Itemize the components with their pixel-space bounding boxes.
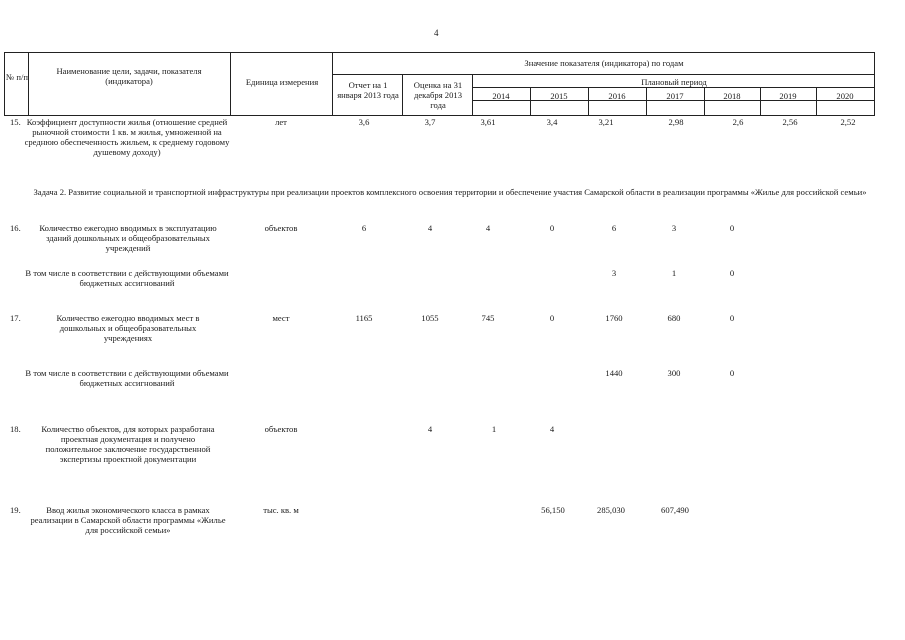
- row-name: Ввод жилья экономического класса в рамках реализации в Самарской области программы «Жилье для российской семьи»: [30, 505, 226, 535]
- row-value: 4: [427, 223, 433, 233]
- row-value: 680: [667, 313, 681, 323]
- row-value: 3,4: [546, 117, 558, 127]
- header-year-2017: 2017: [666, 91, 684, 101]
- header-year-2019: 2019: [779, 91, 797, 101]
- row-value: 3,6: [358, 117, 370, 127]
- header-unit: Единица измерения: [245, 77, 319, 87]
- row-value: 0: [549, 313, 555, 323]
- row-value: 1440: [605, 368, 623, 378]
- row-value: 1: [671, 268, 677, 278]
- table-header: [4, 52, 875, 116]
- header-year-2016: 2016: [608, 91, 626, 101]
- row-value: 56,150: [541, 505, 565, 515]
- row-unit: объектов: [264, 223, 298, 233]
- header-name: Наименование цели, задачи, показателя (индикатора): [56, 66, 202, 86]
- row-value: 607,490: [661, 505, 689, 515]
- row-value: 3: [611, 268, 617, 278]
- row-unit: тыс. кв. м: [263, 505, 299, 515]
- row-name: В том числе в соответствии с действующими объемами бюджетных ассигнований: [25, 268, 229, 288]
- header-num: № п/п: [6, 72, 28, 82]
- row-value: 4: [485, 223, 491, 233]
- header-report: Отчет на 1 января 2013 года: [337, 80, 399, 100]
- row-value: 2,98: [668, 117, 684, 127]
- row-value: 1165: [355, 313, 373, 323]
- row-num: 15.: [10, 117, 21, 127]
- row-value: 745: [481, 313, 495, 323]
- row-num: 16.: [10, 223, 21, 233]
- row-value: 0: [729, 268, 735, 278]
- row-value: 0: [729, 313, 735, 323]
- row-value: 4: [549, 424, 555, 434]
- header-estimate: Оценка на 31 декабря 2013 года: [413, 80, 463, 110]
- row-value: 2,52: [840, 117, 856, 127]
- row-value: 3,21: [598, 117, 614, 127]
- task-heading: Задача 2. Развитие социальной и транспортной инфраструктуры при реализации проектов комплексного освоения территории и обеспечение участия Самарской области в реализации программы «Жилье для российской семьи»: [33, 187, 867, 197]
- row-value: 3,7: [424, 117, 436, 127]
- row-name: Количество объектов, для которых разработана проектная документация и получено положительное заключение государственной экспертизы проектной документации: [41, 424, 215, 464]
- row-value: 0: [729, 368, 735, 378]
- row-value: 4: [427, 424, 433, 434]
- header-year-2014: 2014: [492, 91, 510, 101]
- row-value: 1055: [421, 313, 439, 323]
- row-unit: мест: [272, 313, 290, 323]
- row-value: 2,6: [732, 117, 744, 127]
- row-value: 285,030: [597, 505, 625, 515]
- row-value: 3: [671, 223, 677, 233]
- row-value: 6: [361, 223, 367, 233]
- row-value: 300: [667, 368, 681, 378]
- row-name: Коэффициент доступности жилья (отношение средней рыночной стоимости 1 кв. м жилья, умноженной на среднюю обеспеченность жильем, к среднему годовому душевому доходу): [24, 117, 230, 157]
- row-value: 6: [611, 223, 617, 233]
- header-year-2020: 2020: [836, 91, 854, 101]
- row-name: Количество ежегодно вводимых мест в дошкольных и общеобразовательных учреждениях: [56, 313, 200, 343]
- row-value: 0: [729, 223, 735, 233]
- header-year-2015: 2015: [550, 91, 568, 101]
- row-name: Количество ежегодно вводимых в эксплуатацию зданий дошкольных и общеобразовательных учреждений: [39, 223, 217, 253]
- header-values-title: Значение показателя (индикатора) по годам: [524, 58, 684, 68]
- row-num: 17.: [10, 313, 21, 323]
- row-value: 1: [491, 424, 497, 434]
- row-value: 3,61: [480, 117, 496, 127]
- row-num: 18.: [10, 424, 21, 434]
- row-unit: объектов: [264, 424, 298, 434]
- row-value: 2,56: [782, 117, 798, 127]
- row-num: 19.: [10, 505, 21, 515]
- page-number: 4: [434, 28, 439, 38]
- row-unit: лет: [275, 117, 287, 127]
- row-name: В том числе в соответствии с действующими объемами бюджетных ассигнований: [25, 368, 229, 388]
- row-value: 1760: [605, 313, 623, 323]
- header-plan-period: Плановый период: [641, 77, 707, 87]
- row-value: 0: [549, 223, 555, 233]
- header-year-2018: 2018: [723, 91, 741, 101]
